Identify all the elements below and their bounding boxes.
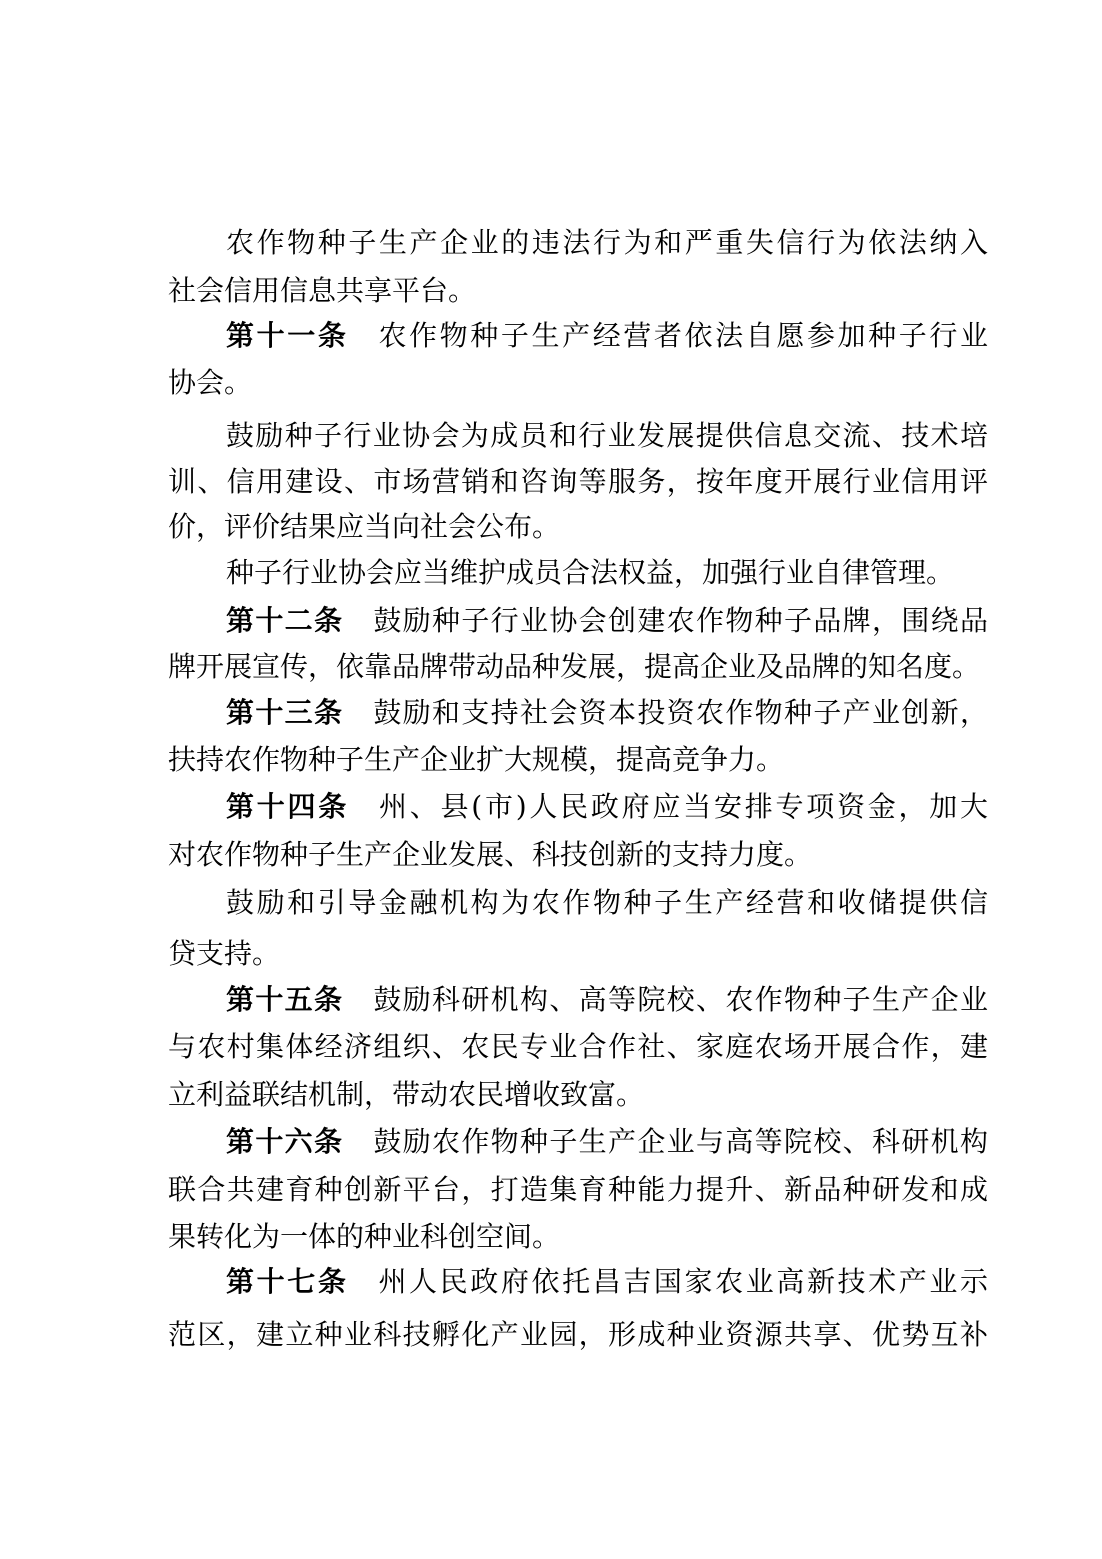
article-line: 第十七条 州人民政府依托昌吉国家农业高新技术产业示 (226, 1265, 988, 1298)
article-line: 第十三条 鼓励和支持社会资本投资农作物种子产业创新， (226, 696, 988, 729)
paragraph-line: 价，评价结果应当向社会公布。 (168, 510, 561, 543)
article-line: 第十五条 鼓励科研机构、高等院校、农作物种子生产企业 (226, 983, 988, 1016)
paragraph-line: 农作物种子生产企业的违法行为和严重失信行为依法纳入 (226, 226, 988, 259)
paragraph-line: 牌开展宣传，依靠品牌带动品种发展，提高企业及品牌的知名度。 (168, 650, 981, 683)
article-number: 第十三条 (226, 696, 344, 729)
paragraph-line: 与农村集体经济组织、农民专业合作社、家庭农场开展合作，建 (168, 1030, 988, 1063)
paragraph-line: 训、信用建设、市场营销和咨询等服务，按年度开展行业信用评 (168, 465, 988, 498)
paragraph-line: 鼓励和引导金融机构为农作物种子生产经营和收储提供信 (226, 886, 988, 919)
paragraph-line: 贷支持。 (168, 937, 281, 970)
article-line: 第十一条 农作物种子生产经营者依法自愿参加种子行业 (226, 319, 988, 352)
paragraph-line: 种子行业协会应当维护成员合法权益，加强行业自律管理。 (226, 556, 955, 589)
article-number: 第十四条 (226, 790, 350, 823)
article-number: 第十六条 (226, 1125, 344, 1158)
article-number: 第十二条 (226, 604, 344, 637)
paragraph-line: 果转化为一体的种业科创空间。 (168, 1220, 561, 1253)
article-line: 第十四条 州、县(市)人民政府应当安排专项资金，加大 (226, 790, 988, 823)
article-number: 第十一条 (226, 319, 349, 352)
paragraph-line: 立利益联结机制，带动农民增收致富。 (168, 1078, 645, 1111)
paragraph-line: 联合共建育种创新平台，打造集育种能力提升、新品种研发和成 (168, 1173, 988, 1206)
paragraph-line: 鼓励种子行业协会为成员和行业发展提供信息交流、技术培 (226, 419, 988, 452)
article-number: 第十五条 (226, 983, 344, 1016)
paragraph-line: 协会。 (168, 366, 253, 399)
article-line: 第十六条 鼓励农作物种子生产企业与高等院校、科研机构 (226, 1125, 988, 1158)
paragraph-line: 范区，建立种业科技孵化产业园，形成种业资源共享、优势互补 (168, 1318, 988, 1351)
paragraph-line: 社会信用信息共享平台。 (168, 274, 477, 307)
paragraph-line: 扶持农作物种子生产企业扩大规模，提高竞争力。 (168, 743, 785, 776)
article-line: 第十二条 鼓励种子行业协会创建农作物种子品牌，围绕品 (226, 604, 988, 637)
paragraph-line: 对农作物种子生产企业发展、科技创新的支持力度。 (168, 838, 813, 871)
article-number: 第十七条 (226, 1265, 349, 1298)
